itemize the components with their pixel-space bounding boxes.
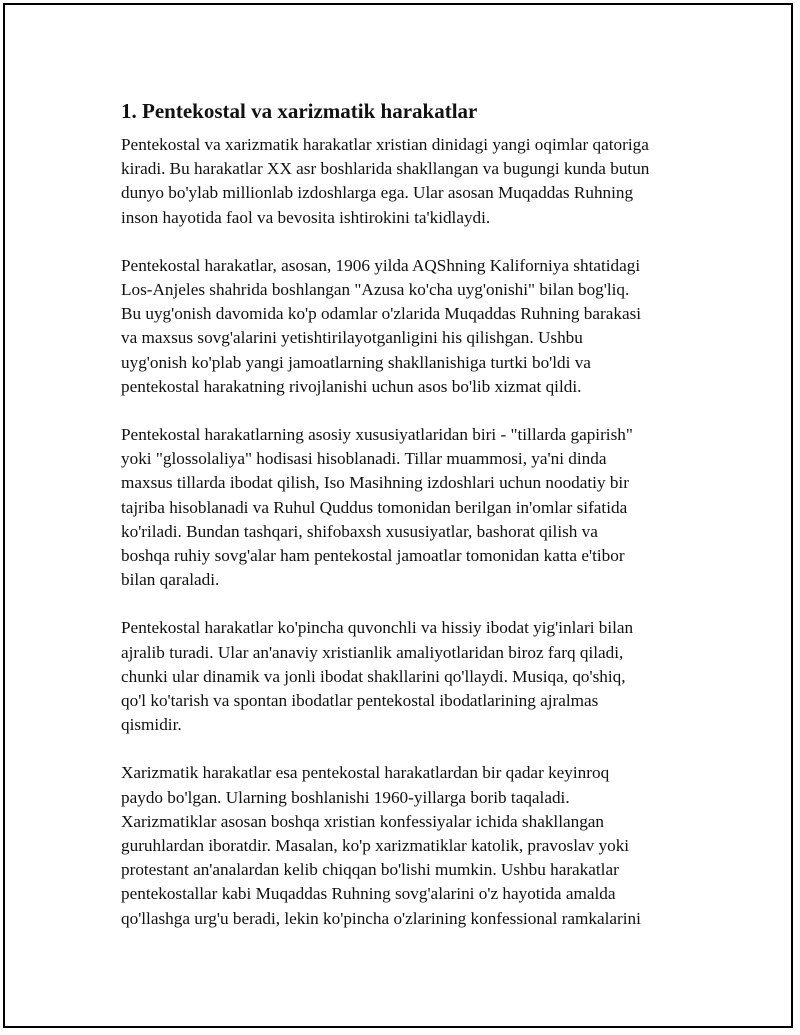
text-line: Los-Anjeles shahrida boshlangan "Azusa ko'cha uyg'onishi" bilan bog'liq. — [121, 280, 630, 300]
text-line: qo'l ko'tarish va spontan ibodatlar pentekostal ibodatlarining ajralmas — [121, 691, 599, 711]
text-line: chunki ular dinamik va jonli ibodat shakllarini qo'llaydi. Musiqa, qo'shiq, — [121, 666, 626, 686]
text-line: uyg'onish ko'plab yangi jamoatlarning shakllanishiga turtki bo'ldi va — [121, 352, 591, 372]
text-line: inson hayotida faol va bevosita ishtirokini ta'kidlaydi. — [121, 207, 491, 227]
text-line: Pentekostal harakatlar, asosan, 1906 yilda AQShning Kaliforniya shtatidagi — [121, 255, 641, 275]
text-line: va maxsus sovg'alarini yetishtirilayotganligini his qilishgan. Ushbu — [121, 328, 583, 348]
text-line: kiradi. Bu harakatlar XX asr boshlarida shakllangan va bugungi kunda butun — [121, 159, 650, 179]
text-line: maxsus tillarda ibodat qilish, Iso Masihning izdoshlari uchun noodatiy bir — [121, 473, 629, 493]
text-line: yoki "glossolaliya" hodisasi hisoblanadi. Tillar muammosi, ya'ni dinda — [121, 449, 607, 469]
text-line: ajralib turadi. Ular an'anaviy xristianlik amaliyotlaridan biroz farq qiladi, — [121, 642, 624, 662]
text-line: boshqa ruhiy sovg'alar ham pentekostal jamoatlar tomonidan katta e'tibor — [121, 546, 625, 566]
document-body — [121, 97, 701, 955]
page-frame — [3, 3, 793, 1028]
text-line: guruhlardan iboratdir. Masalan, ko'p xarizmatiklar katolik, pravoslav yoki — [121, 836, 630, 856]
paragraph-5 — [121, 761, 701, 930]
text-line: pentekostal harakatning rivojlanishi uchun asos bo'lib xizmat qildi. — [121, 376, 582, 396]
text-line: Bu uyg'onish davomida ko'p odamlar o'zlarida Muqaddas Ruhning barakasi — [121, 304, 642, 324]
page-title: 1. Pentekostal va xarizmatik harakatlar — [121, 99, 478, 123]
text-line: Pentekostal harakatlarning asosiy xususiyatlaridan biri - "tillarda gapirish" — [121, 425, 633, 445]
paragraph-4 — [121, 616, 701, 737]
text-line: qismidir. — [121, 715, 182, 735]
text-line: dunyo bo'ylab millionlab izdoshlarga ega. Ular asosan Muqaddas Ruhning — [121, 183, 634, 203]
text-line: ko'riladi. Bundan tashqari, shifobaxsh xususiyatlar, bashorat qilish va — [121, 521, 598, 541]
text-line: qo'llashga urg'u beradi, lekin ko'pincha o'zlarining konfessional ramkalarini — [121, 908, 641, 928]
text-line: paydo bo'lgan. Ularning boshlanishi 1960-yillarga borib taqaladi. — [121, 787, 570, 807]
text-line: pentekostallar kabi Muqaddas Ruhning sovg'alarini o'z hayotida amalda — [121, 884, 616, 904]
text-line: Xarizmatiklar asosan boshqa xristian konfessiyalar ichida shakllangan — [121, 811, 605, 831]
paragraph-3 — [121, 423, 701, 592]
text-line: tajriba hisoblanadi va Ruhul Quddus tomonidan berilgan in'omlar sifatida — [121, 497, 628, 517]
text-line: Pentekostal va xarizmatik harakatlar xristian dinidagi yangi oqimlar qatoriga — [121, 135, 649, 154]
text-line: Xarizmatik harakatlar esa pentekostal harakatlardan bir qadar keyinroq — [121, 763, 610, 783]
text-line: bilan qaraladi. — [121, 570, 220, 590]
text-line: protestant an'analardan kelib chiqqan bo'lishi mumkin. Ushbu harakatlar — [121, 860, 619, 880]
paragraph-2 — [121, 254, 701, 399]
paragraph-1 — [121, 133, 701, 230]
text-line: Pentekostal harakatlar ko'pincha quvonchli va hissiy ibodat yig'inlari bilan — [121, 618, 634, 638]
